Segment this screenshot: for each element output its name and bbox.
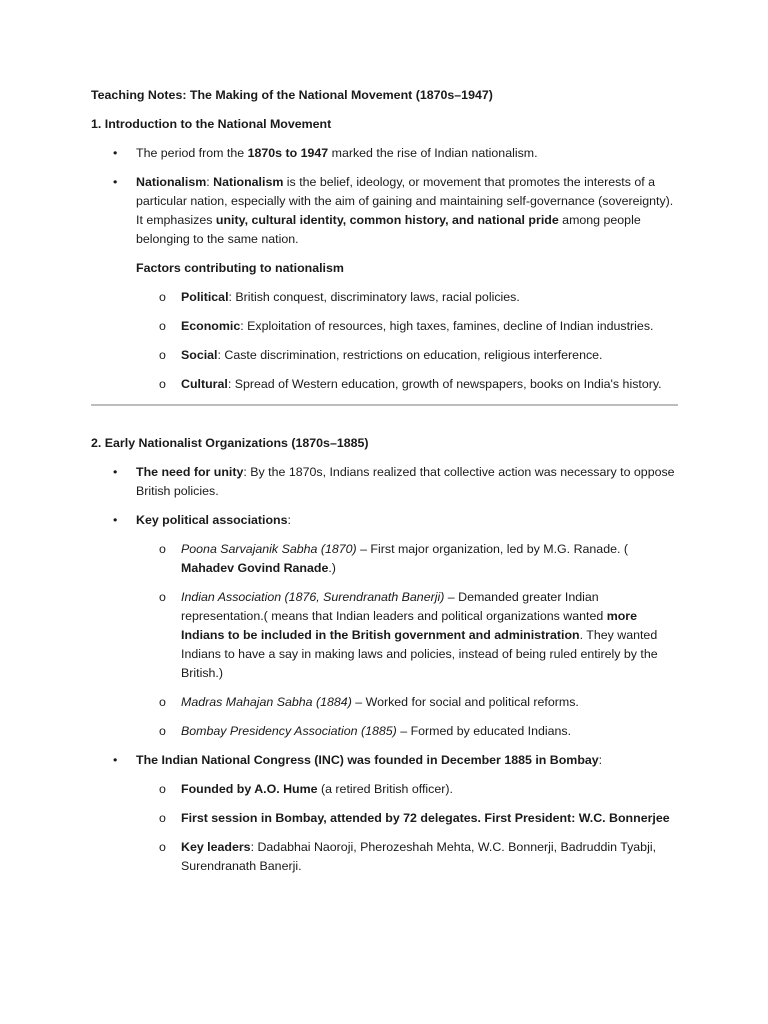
section-2-list bbox=[91, 463, 678, 876]
list-item: • The need for unity: By the 1870s, Indians realized that collective action was necessary to oppose British policies. bbox=[113, 465, 675, 498]
section-divider bbox=[91, 404, 678, 406]
list-item: o Madras Mahajan Sabha (1884) – Worked for social and political reforms. bbox=[136, 693, 678, 712]
section-1-heading: 1. Introduction to the National Movement bbox=[91, 117, 332, 131]
bullet-marker: • bbox=[113, 146, 118, 160]
sub-bullet-marker: o bbox=[159, 348, 166, 362]
sub-bullet-marker: o bbox=[159, 811, 166, 825]
bullet-marker: • bbox=[113, 513, 118, 527]
factors-list bbox=[136, 288, 678, 394]
section-2-heading: 2. Early Nationalist Organizations (1870s–1885) bbox=[91, 436, 369, 450]
sub-bullet-marker: o bbox=[159, 840, 166, 854]
inc-list bbox=[136, 780, 678, 876]
list-item: o Cultural: Spread of Western education, growth of newspapers, books on India's history. bbox=[136, 375, 678, 394]
sub-bullet-marker: o bbox=[159, 319, 166, 333]
sub-bullet-marker: o bbox=[159, 377, 166, 391]
list-item: o Key leaders: Dadabhai Naoroji, Pherozeshah Mehta, W.C. Bonnerji, Badruddin Tyabji, Surendranath Banerji. bbox=[159, 840, 657, 873]
list-item: o Poona Sarvajanik Sabha (1870) – First major organization, led by M.G. Ranade. ( Mahadev Govind Ranade.) bbox=[159, 542, 628, 575]
sub-bullet-marker: o bbox=[159, 542, 166, 556]
list-item: • The Indian National Congress (INC) was founded in December 1885 in Bombay: o Founded by A.O. Hume (a retired British officer). o First session in Bombay, attended by 72 delegates. First President: W.C. Bonnerjee o Key leaders: Dadabhai Naoroji, Pherozeshah Mehta, W.C. Bonnerji, Badruddin Tyabji, Surendranath Banerji. bbox=[91, 751, 678, 876]
sub-bullet-marker: o bbox=[159, 695, 166, 709]
sub-bullet-marker: o bbox=[159, 782, 166, 796]
list-item: o Founded by A.O. Hume (a retired British officer). bbox=[136, 780, 678, 799]
section-1-list bbox=[91, 144, 678, 394]
list-item: • Nationalism: Nationalism is the belief, ideology, or movement that promotes the interests of a particular nation, especially with the aim of gaining and maintaining self-governance (sovereignty). It emphasizes unity, cultural identity, common history, and national pride among people belonging to the same nation. Factors contributing to nationalism o Political: British conquest, discriminatory laws, racial policies. o Economic: Exploitation of resources, high taxes, famines, decline of Indian industries. o Social: Caste discrimination, restrictions on education, religious interference. o Cultural: Spread of Western education, growth of newspapers, books on India's history. bbox=[91, 173, 678, 394]
list-item: • Key political associations: o Poona Sarvajanik Sabha (1870) – First major organization, led by M.G. Ranade. ( Mahadev Govind Ranade.) o Indian Association (1876, Surendranath Banerji) – Demanded greater Indian representation.( means that Indian leaders and political organizations wanted more Indians to be included in the British government and administration. They wanted Indians to have a say in making laws and policies, instead of being ruled entirely by the British.) o Madras Mahajan Sabha (1884) – Worked for social and political reforms. o Bombay Presidency Association (1885) – Formed by educated Indians. bbox=[91, 511, 678, 741]
sub-bullet-marker: o bbox=[159, 290, 166, 304]
factors-heading: Factors contributing to nationalism bbox=[136, 261, 344, 275]
list-item: o Social: Caste discrimination, restrictions on education, religious interference. bbox=[136, 346, 678, 365]
list-item: o Economic: Exploitation of resources, high taxes, famines, decline of Indian industries. bbox=[136, 317, 678, 336]
list-item: o Indian Association (1876, Surendranath Banerji) – Demanded greater Indian representation.( means that Indian leaders and political organizations wanted more Indians to be included in the British government and administration. They wanted Indians to have a say in making laws and policies, instead of being ruled entirely by the British.) bbox=[159, 590, 658, 680]
list-item: • The period from the 1870s to 1947 marked the rise of Indian nationalism. bbox=[91, 144, 678, 163]
list-item: o Political: British conquest, discriminatory laws, racial policies. bbox=[136, 288, 678, 307]
bullet-marker: • bbox=[113, 753, 118, 767]
bullet-marker: • bbox=[113, 175, 118, 189]
document-title: Teaching Notes: The Making of the National Movement (1870s–1947) bbox=[91, 88, 493, 102]
bullet-marker: • bbox=[113, 465, 118, 479]
sub-bullet-marker: o bbox=[159, 724, 166, 738]
sub-bullet-marker: o bbox=[159, 590, 166, 604]
list-item: o Bombay Presidency Association (1885) – Formed by educated Indians. bbox=[136, 722, 678, 741]
associations-list bbox=[136, 540, 678, 741]
list-item: o First session in Bombay, attended by 72 delegates. First President: W.C. Bonnerjee bbox=[136, 809, 678, 828]
